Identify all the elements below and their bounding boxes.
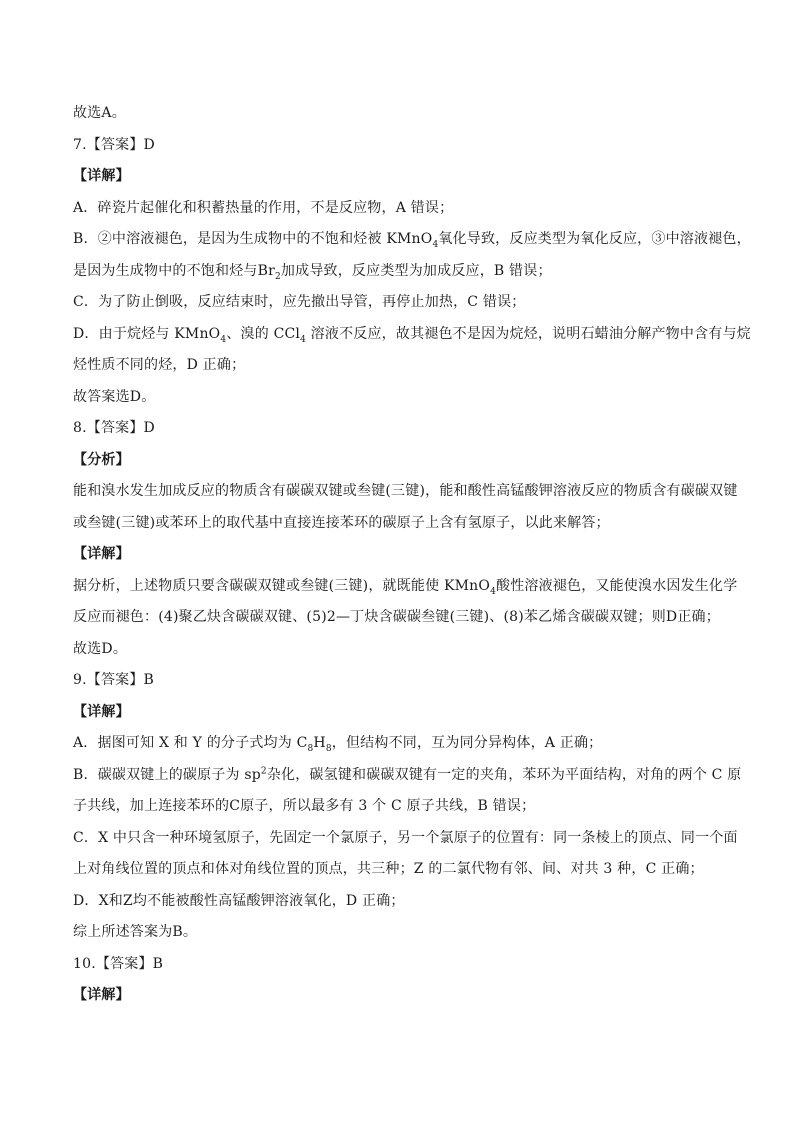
section-heading: 【详解】 [73,987,130,1003]
text-line: 据分析，上述物质只要含碳碳双键或叁键(三键)，就既能使 KMnO$_4$酸性溶液褪色，又能使溴水因发生化学 [73,577,738,597]
text-line: D．X和Z均不能被酸性高锰酸钾溶液氧化，D 正确； [73,892,405,909]
text-line: 故答案选D。 [73,388,156,405]
text-line: 10.【答案】B [73,955,164,972]
text-line: C．为了防止倒吸，反应结束时，应先撤出导管，再停止加热，C 错误； [73,294,526,310]
text-line: 故选D。 [73,640,128,657]
section-heading: 【详解】 [73,546,130,562]
text-line: 上对角线位置的顶点和体对角线位置的顶点，共三种；Z 的二氯代物有邻、间、对共 3 种，C 正确； [73,861,704,877]
text-line: 子共线，加上连接苯环的C原子，所以最多有 3 个 C 原子共线，B 错误； [73,798,536,814]
text-line: 综上所述答案为B。 [73,924,198,940]
text-line: A．据图可知 X 和 Y 的分子式均为 $C_8H_8$，但结构不同，互为同分异构体，A 正确； [73,735,603,754]
section-heading: 【分析】 [73,451,130,468]
text-line: 9.【答案】B [73,672,155,688]
section-heading: 【详解】 [73,703,130,720]
text-line: 烃性质不同的烃，D 正确； [73,357,246,373]
text-line: 7.【答案】D [73,136,155,153]
text-line: B．碳碳双键上的碳原子为 $sp^2$杂化，碳氢键和碳碳双键有一定的夹角，苯环为平面结构，对角的两个 C 原 [73,765,742,783]
text-line: 能和溴水发生加成反应的物质含有碳碳双键或叁键(三键)，能和酸性高锰酸钾溶液反应的物质含有碳碳双键 [73,483,738,499]
text-line: 或叁键(三键)或苯环上的取代基中直接连接苯环的碳原子上含有氢原子，以此来解答； [73,514,610,531]
text-line: B．②中溶液褪色，是因为生成物中的不饱和烃被 KMnO$_4$氧化导致，反应类型为氧化反应，③中溶液褪色， [73,231,751,250]
text-line: D．由于烷烃与 KMnO$_4$、溴的 CCl$_4$ 溶液不反应，故其褪色不是因为烷烃，说明石蜡油分解产物中含有与烷 [73,325,751,345]
text-line: 是因为生成物中的不饱和烃与$Br_2$加成导致，反应类型为加成反应，B 错误； [73,262,552,282]
text-line: 故选A。 [73,105,126,121]
text-line: C．X 中只含一种环境氢原子，先固定一个氯原子，另一个氯原子的位置有：同一条棱上的顶点、同一个面 [73,829,738,846]
text-line: 8.【答案】D [73,420,155,436]
section-heading: 【详解】 [73,168,130,184]
text-line: A．碎瓷片起催化和积蓄热量的作用，不是反应物，A 错误； [73,199,454,216]
text-line: 反应而褪色：(4)聚乙炔含碳碳双键、(5)2—丁炔含碳碳叁键(三键)、(8)苯乙烯含碳碳双键；则D正确； [73,609,720,625]
document-page [73,98,751,1012]
